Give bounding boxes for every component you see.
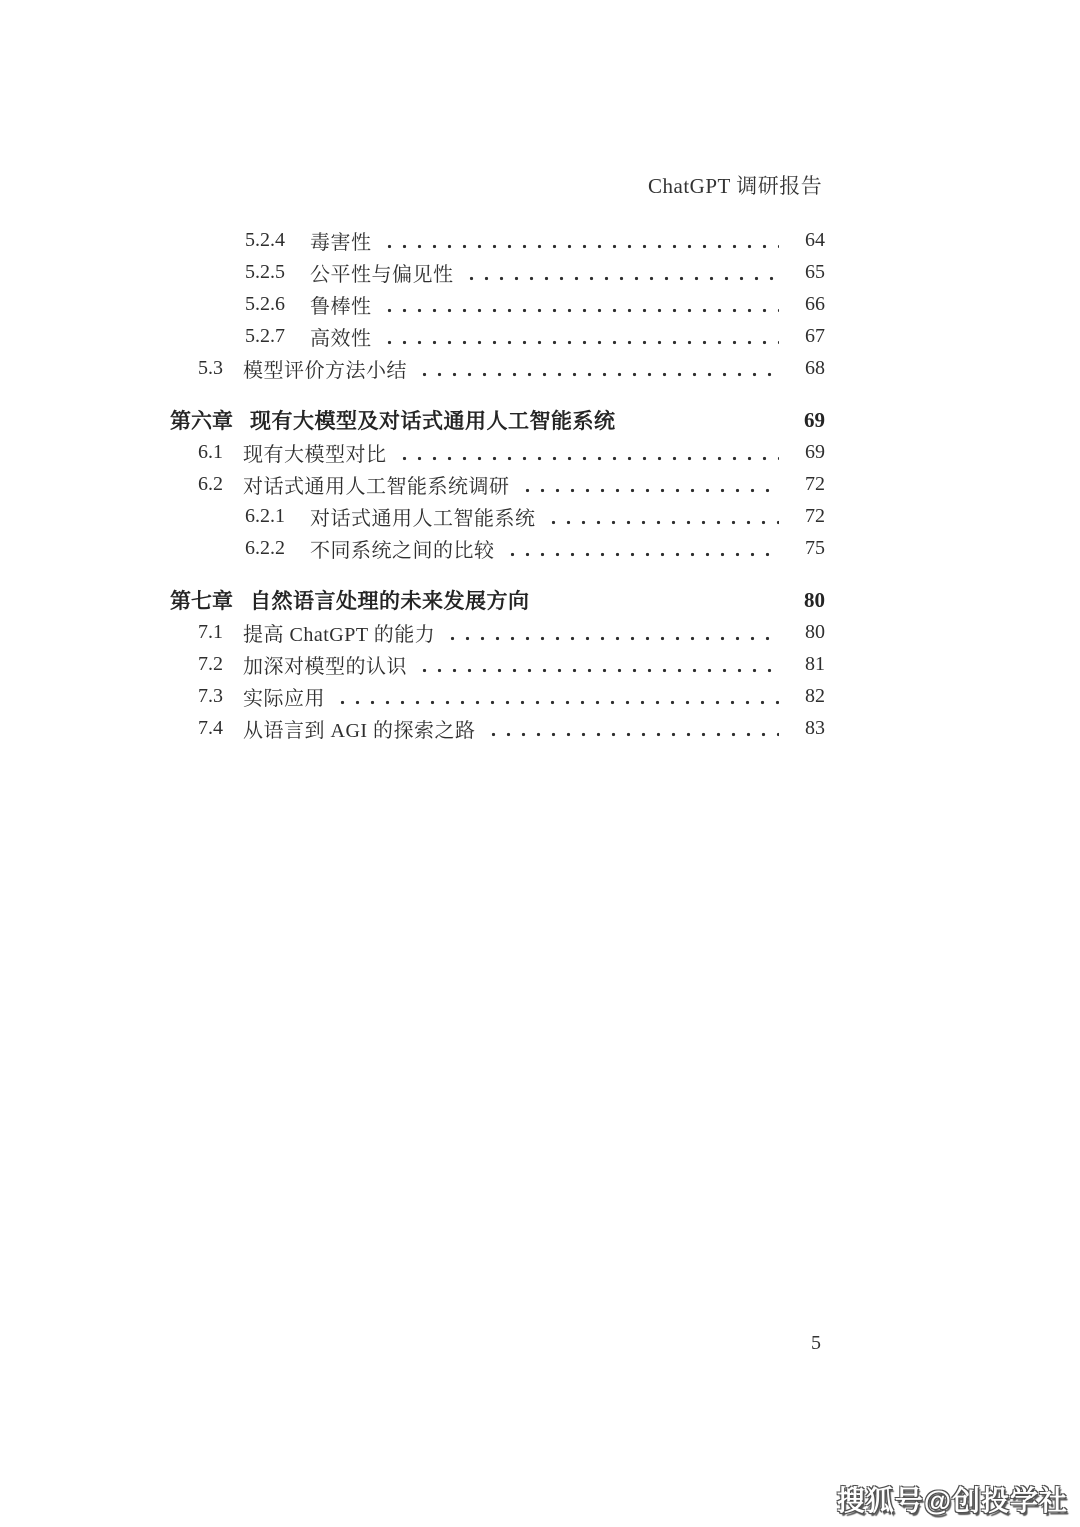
toc-entry-number: 7.3 xyxy=(198,684,223,707)
toc-dot-leader xyxy=(501,532,780,564)
toc-dot-leader xyxy=(516,468,780,500)
toc-entry-page: 65 xyxy=(805,260,825,283)
toc-entry[interactable] xyxy=(170,680,825,712)
toc-entry-title: 加深对模型的认识 xyxy=(243,655,407,678)
table-of-contents xyxy=(170,224,825,744)
toc-entry-title: 现有大模型对比 xyxy=(243,443,387,466)
toc-entry-number: 5.2.5 xyxy=(245,260,285,283)
toc-entry-page: 69 xyxy=(804,407,825,432)
toc-entry-number: 5.2.4 xyxy=(245,228,285,251)
toc-entry[interactable] xyxy=(170,584,825,616)
toc-dot-leader xyxy=(378,224,780,256)
toc-entry-title: 自然语言处理的未来发展方向 xyxy=(250,589,530,613)
toc-entry-title: 公平性与偏见性 xyxy=(310,263,454,286)
toc-entry-title: 鲁棒性 xyxy=(310,295,372,318)
toc-entry-page: 82 xyxy=(805,684,825,707)
toc-entry-title: 提高 ChatGPT 的能力 xyxy=(243,623,436,646)
toc-entry-number: 6.2.2 xyxy=(245,536,285,559)
toc-entry-number: 7.1 xyxy=(198,620,223,643)
toc-entry-number: 6.1 xyxy=(198,440,223,463)
toc-entry-title: 从语言到 AGI 的探索之路 xyxy=(243,719,476,742)
sohu-watermark: 搜狐号@创投学社 xyxy=(836,1485,1068,1516)
toc-entry-number: 第六章 xyxy=(170,409,233,433)
toc-entry-page: 67 xyxy=(805,324,825,347)
toc-entry-title: 模型评价方法小结 xyxy=(243,359,407,382)
toc-dot-leader xyxy=(413,648,779,680)
toc-entry-title: 实际应用 xyxy=(243,687,325,710)
toc-entry-number: 6.2.1 xyxy=(245,504,285,527)
toc-entry[interactable] xyxy=(170,404,825,436)
toc-dot-leader xyxy=(441,616,779,648)
toc-dot-leader xyxy=(542,500,780,532)
toc-entry[interactable] xyxy=(170,532,825,564)
toc-entry-title: 高效性 xyxy=(310,327,372,350)
toc-entry[interactable] xyxy=(170,436,825,468)
toc-entry-number: 7.2 xyxy=(198,652,223,675)
toc-dot-leader xyxy=(378,320,780,352)
toc-entry[interactable] xyxy=(170,648,825,680)
toc-entry-page: 69 xyxy=(805,440,825,463)
toc-entry[interactable] xyxy=(170,468,825,500)
toc-dot-leader xyxy=(622,404,780,436)
running-header-title: ChatGPT 调研报告 xyxy=(648,174,823,198)
toc-entry[interactable] xyxy=(170,224,825,256)
toc-entry-page: 68 xyxy=(805,356,825,379)
toc-entry-title: 毒害性 xyxy=(310,231,372,254)
toc-entry-page: 83 xyxy=(805,716,825,739)
toc-entry[interactable] xyxy=(170,320,825,352)
toc-entry-page: 80 xyxy=(805,620,825,643)
toc-entry-number: 5.2.7 xyxy=(245,324,285,347)
toc-entry-page: 64 xyxy=(805,228,825,251)
toc-entry[interactable] xyxy=(170,712,825,744)
toc-entry[interactable] xyxy=(170,500,825,532)
toc-entry-number: 5.3 xyxy=(198,356,223,379)
toc-entry-number: 5.2.6 xyxy=(245,292,285,315)
page-number-footer: 5 xyxy=(811,1332,821,1354)
toc-entry-page: 72 xyxy=(805,472,825,495)
toc-entry[interactable] xyxy=(170,616,825,648)
toc-entry-title: 对话式通用人工智能系统 xyxy=(310,507,536,530)
toc-entry-page: 80 xyxy=(804,587,825,612)
toc-entry-page: 81 xyxy=(805,652,825,675)
toc-entry-number: 第七章 xyxy=(170,589,233,613)
toc-dot-leader xyxy=(331,680,779,712)
toc-entry-page: 72 xyxy=(805,504,825,527)
toc-entry-page: 66 xyxy=(805,292,825,315)
toc-dot-leader xyxy=(460,256,780,288)
toc-entry-title: 不同系统之间的比较 xyxy=(310,539,495,562)
toc-entry[interactable] xyxy=(170,288,825,320)
toc-entry-number: 6.2 xyxy=(198,472,223,495)
toc-entry[interactable] xyxy=(170,352,825,384)
toc-dot-leader xyxy=(393,436,780,468)
toc-dot-leader xyxy=(413,352,779,384)
toc-entry-page: 75 xyxy=(805,536,825,559)
toc-entry-title: 对话式通用人工智能系统调研 xyxy=(243,475,510,498)
toc-dot-leader xyxy=(536,584,780,616)
toc-entry-title: 现有大模型及对话式通用人工智能系统 xyxy=(250,409,616,433)
toc-dot-leader xyxy=(378,288,780,320)
toc-entry[interactable] xyxy=(170,256,825,288)
toc-entry-number: 7.4 xyxy=(198,716,223,739)
toc-dot-leader xyxy=(482,712,779,744)
